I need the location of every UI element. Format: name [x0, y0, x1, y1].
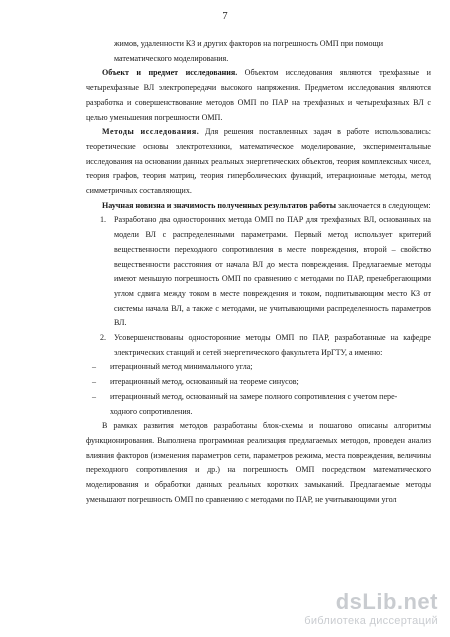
dash-item [86, 390, 431, 405]
list-item-text: Усовершенствованы односторонние методы ОМП по ПАР, разработанные на кафедре электрических станций и сетей энергетического факультета ИрГТУ, а именно: [114, 333, 431, 357]
document-body [86, 37, 431, 508]
list-item-number: 2. [100, 333, 107, 343]
intro-line-2: математического моделирования. [114, 53, 229, 63]
watermark [288, 589, 438, 631]
list-item-number: 1. [100, 215, 107, 225]
dash-item-continuation: ходного сопротивления. [110, 406, 193, 416]
methods-paragraph [86, 125, 431, 199]
dash-mark: – [92, 377, 97, 387]
dash-item-text: итерационный метод минимального угла; [110, 362, 253, 372]
watermark-logo: dsLib.net [335, 589, 438, 614]
list-item-text: Разработано два односторонних метода ОМП по ПАР для трехфазных ВЛ, основанных на модели ВЛ с распределенными параметрами. Первый метод использует критерий вещественности переходного сопротивления в месте повреждения, второй – свойство вещественности расстояния от начала ВЛ до места повреждения. Предлагаемые методы имеют меньшую погрешность ОМП по сравнению с методами по ПАР, пренебрегающими углом сдвига между током в месте повреждения и током, подпитывающим место КЗ от системы начала ВЛ, а также с методами, не учитывающими распределенность параметров ВЛ. [114, 215, 431, 328]
page-number: 7 [222, 11, 228, 22]
dash-item [86, 360, 431, 375]
dash-item-text: итерационный метод, основанный на теореме синусов; [110, 377, 299, 387]
dash-item-text: итерационный метод, основанный на замере полного сопротивления с учетом пере- [110, 391, 398, 401]
object-text: Объектом исследования являются трехфазные и четырехфазные ВЛ электропередачи высокого напряжения. Предметом исследования являются разработка и совершенствование методов ОМП по ПАР на трехфазных и четырехфазных ВЛ с целью уменьшения погрешности ОМП. [86, 68, 431, 122]
dash-item [86, 375, 431, 390]
closing-paragraph: В рамках развития методов разработаны блок-схемы и пошагово описаны алгоритмы функционирования. Выполнена программная реализация предлагаемых методов, проведен анализ влияния факторов (изменения параметров сети, параметров режима, места повреждения, величины переходного сопротивления и др.) на погрешность ОМП посредством математического моделирования и обработки данных реальных коротких замыканий. Предлагаемые методы уменьшают погрешность ОМП по сравнению с методами по ПАР, не учитывающими угол [86, 421, 431, 504]
novelty-text: заключается в следующем: [336, 200, 431, 210]
object-paragraph [86, 66, 431, 125]
list-item [86, 331, 431, 360]
watermark-subtitle: библиотека диссертаций [304, 615, 438, 627]
methods-text: Для решения поставленных задач в работе использовались: теоретические основы электротехники, математическое моделирование, экспериментальные исследования на основании данных реальных энергетических объектов, теория комплексных чисел, теория графов, теория матриц, теория гиперболических функций, итерационные методы, метод симметричных составляющих. [86, 127, 431, 196]
list-item [86, 213, 431, 331]
intro-line-1: жимов, удаленности КЗ и других факторов на погрешность ОМП при помощи [114, 39, 384, 48]
object-heading: Объект и предмет исследования. [102, 68, 238, 78]
dash-mark: – [92, 362, 97, 372]
methods-heading: Методы исследования. [102, 127, 200, 137]
dash-mark: – [92, 391, 97, 401]
novelty-heading: Научная новизна и значимость полученных результатов работы [102, 200, 337, 210]
novelty-paragraph [86, 199, 431, 214]
